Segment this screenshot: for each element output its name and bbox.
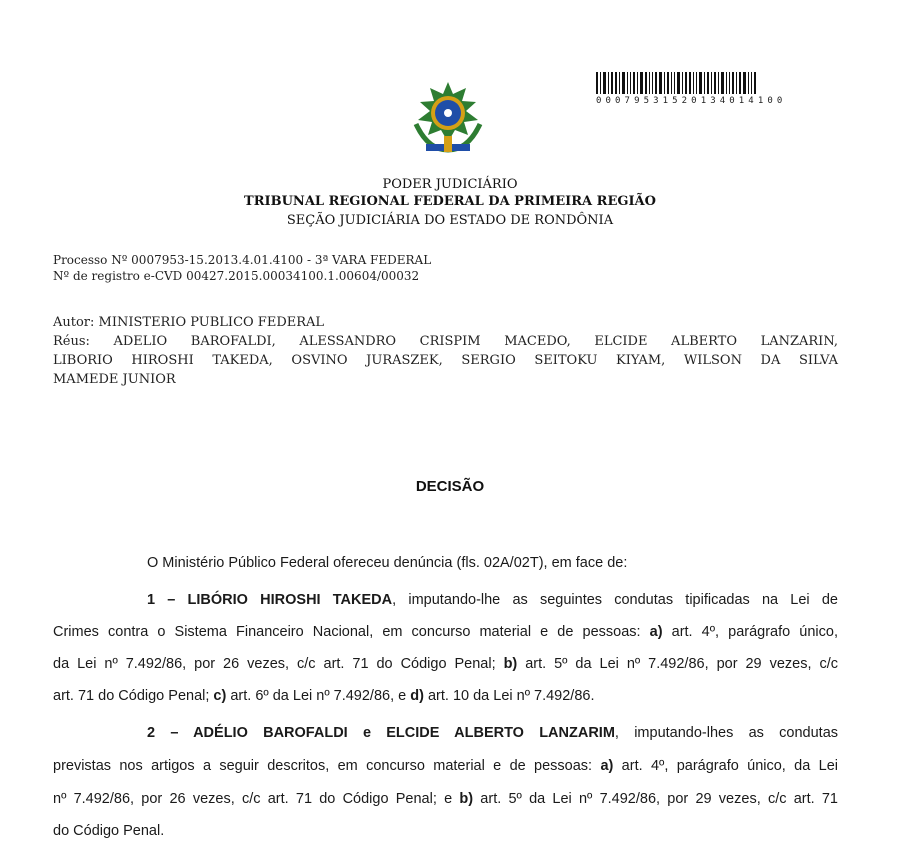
barcode-bar xyxy=(721,72,724,94)
registry-number: Nº de registro e-CVD 00427.2015.00034100.1.00604/00032 xyxy=(53,269,420,283)
item1-clause-c: c) xyxy=(213,688,227,704)
barcode-bars xyxy=(596,72,828,94)
item1-line1-text: , imputando-lhe as seguintes condutas tipificadas na Lei de xyxy=(392,592,838,608)
barcode-bar xyxy=(726,72,727,94)
barcode-bar xyxy=(655,72,657,94)
item2-line1-text: , imputando-lhes as condutas xyxy=(614,725,839,741)
item1-clause-d: d) xyxy=(410,688,424,704)
item1-line4-text-c: art. 6º da Lei nº 7.492/86, e xyxy=(226,688,411,704)
barcode-digits: 00079531520134014100 xyxy=(596,96,787,106)
barcode-bar xyxy=(682,72,683,94)
barcode-bar xyxy=(619,72,620,94)
barcode-bar xyxy=(677,72,680,94)
defendants-line-3: MAMEDE JUNIOR xyxy=(53,372,176,387)
barcode-bar xyxy=(667,72,669,94)
header-line-secao: SEÇÃO JUDICIÁRIA DO ESTADO DE RONDÔNIA xyxy=(286,213,614,228)
barcode-bar xyxy=(689,72,691,94)
item2-clause-b: b) xyxy=(459,791,474,807)
barcode-bar xyxy=(718,72,719,94)
item2-line3-text-a: nº 7.492/86, por 26 vezes, c/c art. 71 do Código Penal; e xyxy=(53,791,460,807)
barcode-bar xyxy=(596,72,598,94)
barcode-bar xyxy=(652,72,653,94)
barcode-bar xyxy=(611,72,613,94)
item1-clause-a: a) xyxy=(649,624,663,640)
intro-paragraph: O Ministério Público Federal ofereceu denúncia (fls. 02A/02T), em face de: xyxy=(147,555,628,571)
barcode-bar xyxy=(649,72,650,94)
item2-line1 xyxy=(147,725,838,741)
barcode-bar xyxy=(685,72,687,94)
barcode-bar xyxy=(640,72,643,94)
header-line-poder: PODER JUDICIÁRIO xyxy=(382,177,518,192)
header-line-tribunal: TRIBUNAL REGIONAL FEDERAL DA PRIMEIRA REGIÃO xyxy=(244,194,656,209)
barcode-bar xyxy=(707,72,709,94)
item2-clause-a: a) xyxy=(600,758,614,774)
barcode-bar xyxy=(637,72,638,94)
item1-line3-text-a: da Lei nº 7.492/86, por 26 vezes, c/c art. 71 do Código Penal; xyxy=(53,656,504,672)
item2-line3-text-c: art. 5º da Lei nº 7.492/86, por 29 vezes, c/c art. 71 xyxy=(473,791,838,807)
barcode xyxy=(596,72,828,106)
barcode-bar xyxy=(751,72,752,94)
item2-line2-text-a: previstas nos artigos a seguir descritos, em concurso material e de pessoas: xyxy=(53,758,601,774)
barcode-bar xyxy=(696,72,697,94)
item1-line1 xyxy=(147,592,838,608)
barcode-bar xyxy=(630,72,631,94)
barcode-bar xyxy=(633,72,635,94)
item2-defendant-names: 2 – ADÉLIO BAROFALDI e ELCIDE ALBERTO LANZARIM xyxy=(147,725,615,741)
barcode-bar xyxy=(622,72,625,94)
item1-line4-text-e: art. 10 da Lei nº 7.492/86. xyxy=(423,688,595,704)
barcode-bar xyxy=(704,72,705,94)
barcode-bar xyxy=(748,72,749,94)
item2-line2 xyxy=(53,758,838,774)
barcode-bar xyxy=(714,72,716,94)
item1-line2-text-a: Crimes contra o Sistema Financeiro Nacional, em concurso material e de pessoas: xyxy=(53,624,650,640)
barcode-bar xyxy=(732,72,734,94)
item1-line2-text-c: art. 4º, parágrafo único, xyxy=(662,624,838,640)
author-line: Autor: MINISTERIO PUBLICO FEDERAL xyxy=(53,315,325,330)
defendants-line-1: Réus: ADELIO BAROFALDI, ALESSANDRO CRISPIM MACEDO, ELCIDE ALBERTO LANZARIN, xyxy=(53,334,838,349)
item2-line3 xyxy=(53,791,838,807)
barcode-bar xyxy=(608,72,609,94)
barcode-bar xyxy=(674,72,675,94)
barcode-bar xyxy=(603,72,606,94)
barcode-bar xyxy=(659,72,662,94)
barcode-bar xyxy=(615,72,617,94)
item2-line2-text-c: art. 4º, parágrafo único, da Lei xyxy=(613,758,838,774)
defendants-line-2: LIBORIO HIROSHI TAKEDA, OSVINO JURASZEK, SERGIO SEITOKU KIYAM, WILSON DA SILVA xyxy=(53,353,838,368)
barcode-bar xyxy=(754,72,756,94)
barcode-bar xyxy=(645,72,647,94)
item1-line2 xyxy=(53,624,838,640)
barcode-bar xyxy=(600,72,601,94)
barcode-bar xyxy=(743,72,746,94)
barcode-bar xyxy=(693,72,694,94)
process-number: Processo Nº 0007953-15.2013.4.01.4100 - 3ª VARA FEDERAL xyxy=(53,253,432,267)
item1-defendant-name: 1 – LIBÓRIO HIROSHI TAKEDA xyxy=(147,592,393,608)
item1-line4 xyxy=(53,688,595,704)
barcode-bar xyxy=(664,72,665,94)
brazil-coat-of-arms-icon xyxy=(408,80,488,158)
barcode-bar xyxy=(739,72,741,94)
item1-line4-text-a: art. 71 do Código Penal; xyxy=(53,688,214,704)
barcode-bar xyxy=(729,72,730,94)
barcode-bar xyxy=(736,72,737,94)
item2-line4: do Código Penal. xyxy=(53,823,165,839)
barcode-bar xyxy=(627,72,628,94)
barcode-bar xyxy=(711,72,712,94)
page-title: DECISÃO xyxy=(415,478,485,495)
barcode-bar xyxy=(699,72,702,94)
barcode-bar xyxy=(671,72,672,94)
item1-line3 xyxy=(53,656,838,672)
item1-line3-text-c: art. 5º da Lei nº 7.492/86, por 29 vezes, c/c xyxy=(517,656,838,672)
item1-clause-b: b) xyxy=(503,656,518,672)
